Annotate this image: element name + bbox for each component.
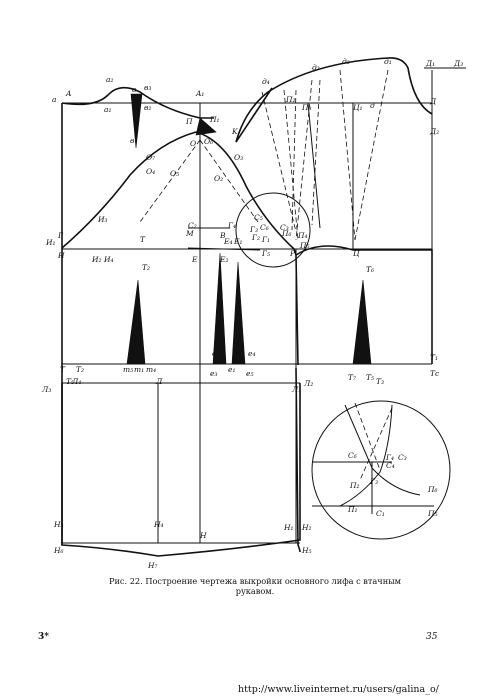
point-label: Т₁	[430, 353, 439, 362]
point-label: Н	[200, 531, 207, 540]
point-label: С₆	[260, 223, 269, 232]
point-label: a₁	[104, 105, 112, 114]
point-label: С₃	[398, 453, 407, 462]
point-label: Г₄	[228, 221, 236, 230]
point-label: П₄	[298, 231, 308, 240]
point-label: Т₆	[366, 265, 375, 274]
point-label: Г₅	[262, 249, 270, 258]
point-label: O₂	[214, 174, 224, 183]
point-label: С₁	[376, 509, 385, 518]
point-label: K	[232, 127, 238, 136]
point-label: Л₂	[304, 379, 314, 388]
point-label: С₅	[254, 213, 263, 222]
dart-shapes	[127, 94, 371, 364]
point-label: Н₄	[154, 520, 164, 529]
point-label: Г₃	[370, 477, 378, 486]
construction-lines	[62, 68, 466, 543]
caption-line-1: Рис. 22. Построение чертежа выкройки основного лифа с втачным	[108, 576, 402, 586]
detail-circles	[236, 193, 450, 539]
point-label: Н₂	[302, 523, 312, 532]
point-label: Л₄	[72, 377, 82, 386]
point-label: O₃	[234, 153, 244, 162]
point-label: a	[52, 95, 57, 104]
dart	[213, 253, 229, 364]
point-label: Р	[290, 249, 296, 258]
point-label: Е₁	[234, 237, 243, 246]
point-label: Г₃	[250, 225, 258, 234]
auxiliary-line	[200, 140, 258, 222]
point-label: Тс	[430, 369, 440, 378]
point-label: П₅	[300, 241, 310, 250]
point-label: д	[370, 101, 375, 110]
point-label: A	[66, 89, 72, 98]
point-label: Н	[58, 251, 65, 260]
point-label: И₃	[98, 215, 108, 224]
point-label: т₄	[146, 365, 157, 374]
point-label: Т₅	[366, 373, 375, 382]
point-label: Т₅	[66, 377, 75, 386]
point-label: O₅	[170, 169, 180, 178]
point-label: М	[186, 229, 194, 238]
point-label: Г	[58, 231, 63, 240]
point-label: Г₁	[262, 235, 270, 244]
point-label: д₁	[384, 57, 392, 66]
caption-line-2: рукавом.	[235, 586, 275, 596]
point-label: П₂	[350, 481, 360, 490]
point-label: Д₂	[430, 127, 440, 136]
point-label: т₅	[123, 365, 134, 374]
point-label: Т₇	[348, 373, 357, 382]
point-label: в	[132, 85, 137, 94]
point-label: е₁	[228, 365, 236, 374]
point-label: Н₇	[148, 561, 158, 570]
auxiliary-line	[284, 90, 298, 240]
point-label: Е	[192, 255, 198, 264]
point-label: O₄	[146, 167, 156, 176]
point-label: С₆	[348, 451, 357, 460]
point-label: Т₂	[76, 365, 85, 374]
point-label: П	[186, 117, 193, 126]
construction-line	[308, 103, 320, 228]
auxiliary-line	[355, 70, 388, 240]
point-label: П₅	[428, 509, 438, 518]
point-label: O₆	[204, 137, 214, 146]
point-label: д₃	[342, 57, 350, 66]
point-label: Г₂	[252, 233, 260, 242]
point-label: С₂	[188, 221, 197, 230]
contour-line	[62, 383, 300, 556]
dart	[127, 280, 145, 364]
point-label: т₁	[134, 365, 145, 374]
point-label: П₆	[428, 485, 438, 494]
point-label: в₁	[130, 136, 138, 145]
point-label: Л	[156, 377, 163, 386]
point-label: Д₁	[426, 59, 436, 68]
contour-line	[236, 88, 272, 142]
point-label: Г₄	[386, 453, 394, 462]
point-label: С₃	[280, 223, 289, 232]
point-label: е₂	[212, 349, 220, 358]
point-label: Т₃	[376, 377, 385, 386]
page-number: 35	[426, 632, 438, 642]
point-label: Н₃	[54, 520, 64, 529]
point-label: Н₅	[302, 546, 312, 555]
dart	[353, 280, 371, 364]
point-label: Т	[140, 235, 146, 244]
point-label: И₂	[92, 255, 102, 264]
point-label: Д₃	[454, 59, 464, 68]
point-label: е₃	[210, 369, 218, 378]
point-label: A₁	[196, 89, 205, 98]
point-label: Н₆	[54, 546, 64, 555]
point-label: Т	[60, 365, 66, 374]
point-label: Л₃	[42, 385, 52, 394]
contour-line	[236, 58, 432, 142]
point-label: П₆	[282, 229, 292, 238]
point-label: И₄	[104, 255, 114, 264]
point-label: Л₁	[292, 385, 302, 394]
dart	[232, 262, 245, 364]
point-label: С₄	[386, 461, 395, 470]
auxiliary-line	[292, 90, 296, 230]
point-label: O₇	[146, 153, 156, 162]
point-label: Ц₁	[353, 103, 363, 112]
point-label: Т₂	[142, 263, 151, 272]
watermark-url: http://www.liveinternet.ru/users/galina_o/	[238, 684, 439, 695]
point-label: Ц	[353, 249, 360, 258]
point-label: е₄	[248, 349, 256, 358]
point-label: Н₁	[284, 523, 294, 532]
point-label: П₁	[210, 115, 220, 124]
figure-caption	[60, 576, 450, 596]
point-label: П₃	[302, 103, 312, 112]
signature-mark: 3*	[38, 632, 49, 642]
point-label: Д	[430, 97, 437, 106]
contour-line	[62, 132, 196, 248]
point-label: O	[190, 139, 197, 148]
point-label: в₂	[144, 103, 152, 112]
point-labels	[41, 57, 463, 570]
point-label: П₂	[286, 95, 296, 104]
point-label: Е₂	[220, 255, 229, 264]
point-label: В	[220, 231, 226, 240]
point-label: И₁	[46, 238, 56, 247]
point-label: д₄	[262, 77, 270, 86]
point-label: в₃	[144, 83, 152, 92]
point-label: П₁	[348, 505, 358, 514]
point-label: Е₄	[224, 237, 233, 246]
point-label: a₂	[106, 75, 114, 84]
auxiliary-dashed-lines	[140, 70, 392, 480]
point-label: е₅	[246, 369, 254, 378]
armhole-detail-circle	[236, 193, 310, 267]
point-label: д₂	[312, 63, 320, 72]
